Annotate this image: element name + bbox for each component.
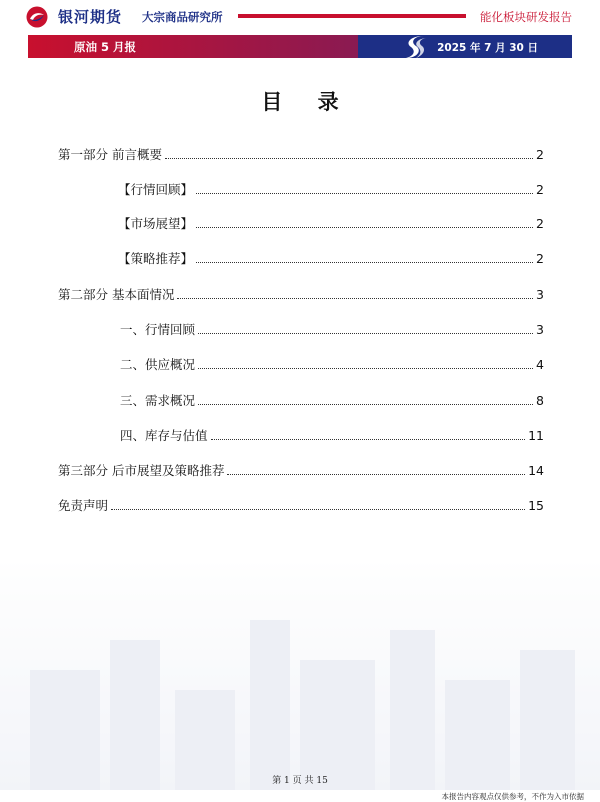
toc-entry-page: 4 bbox=[536, 357, 544, 372]
toc-entry-label: 二、供应概况 bbox=[120, 357, 196, 372]
toc-title: 目 录 bbox=[261, 90, 353, 114]
report-title: 原油 5 月报 bbox=[74, 40, 137, 54]
page-indicator: 第 1 页 共 15 bbox=[272, 776, 328, 786]
toc-leader bbox=[165, 158, 533, 159]
toc-entry[interactable] bbox=[58, 496, 544, 516]
toc-leader bbox=[198, 368, 533, 369]
toc-leader bbox=[198, 333, 533, 334]
toc-entry-label: 四、库存与估值 bbox=[120, 428, 208, 443]
toc-entry[interactable] bbox=[120, 355, 544, 375]
toc-entry-page: 3 bbox=[536, 322, 544, 337]
toc-entry[interactable] bbox=[118, 180, 544, 200]
toc-entry-page: 2 bbox=[536, 216, 544, 231]
toc-leader bbox=[196, 227, 533, 228]
toc-entry[interactable] bbox=[120, 320, 544, 340]
toc-entry-page: 14 bbox=[528, 463, 544, 478]
toc-entry-page: 11 bbox=[528, 428, 544, 443]
toc-entry-page: 15 bbox=[528, 498, 544, 513]
report-header bbox=[0, 0, 600, 30]
background-watermark bbox=[0, 560, 600, 790]
toc-entry-label: 第三部分 后市展望及策略推荐 bbox=[58, 463, 225, 478]
toc-entry-page: 2 bbox=[536, 147, 544, 162]
toc-entry-label: 【行情回顾】 bbox=[118, 182, 194, 197]
toc-entry-page: 8 bbox=[536, 393, 544, 408]
report-type: 能化板块研发报告 bbox=[480, 10, 572, 24]
title-band bbox=[28, 35, 572, 58]
toc-leader bbox=[198, 404, 533, 405]
institute-name: 大宗商品研究所 bbox=[142, 10, 223, 24]
toc-entry[interactable] bbox=[120, 391, 544, 411]
toc-entry[interactable] bbox=[118, 214, 544, 234]
galaxy-logo-icon bbox=[26, 6, 48, 28]
header-rule bbox=[238, 14, 466, 18]
brand-name: 银河期货 bbox=[58, 8, 123, 26]
toc-entry[interactable] bbox=[58, 285, 544, 305]
toc-entry[interactable] bbox=[118, 249, 544, 269]
toc-entry-label: 一、行情回顾 bbox=[120, 322, 196, 337]
toc-entry-label: 三、需求概况 bbox=[120, 393, 196, 408]
toc-leader bbox=[111, 509, 525, 510]
toc-leader bbox=[211, 439, 526, 440]
toc-entry-label: 【市场展望】 bbox=[118, 216, 194, 231]
toc-entry-label: 第二部分 基本面情况 bbox=[58, 287, 175, 302]
toc-entry-page: 2 bbox=[536, 251, 544, 266]
toc-entry-page: 3 bbox=[536, 287, 544, 302]
toc-entry[interactable] bbox=[120, 426, 544, 446]
toc-entry-label: 【策略推荐】 bbox=[118, 251, 194, 266]
footer-disclaimer: 本报告内容观点仅供参考，不作为入市依据 bbox=[441, 792, 584, 801]
toc-entry-label: 免责声明 bbox=[58, 498, 109, 513]
toc-entry[interactable] bbox=[58, 461, 544, 481]
toc-entry-page: 2 bbox=[536, 182, 544, 197]
toc-leader bbox=[196, 193, 533, 194]
swirl-mark-icon bbox=[400, 34, 434, 60]
toc-entry-label: 第一部分 前言概要 bbox=[58, 147, 162, 162]
toc-leader bbox=[196, 262, 533, 263]
toc-entry[interactable] bbox=[58, 145, 544, 165]
report-date: 2025 年 7 月 30 日 bbox=[437, 42, 538, 54]
toc-leader bbox=[177, 298, 533, 299]
toc-leader bbox=[227, 474, 525, 475]
